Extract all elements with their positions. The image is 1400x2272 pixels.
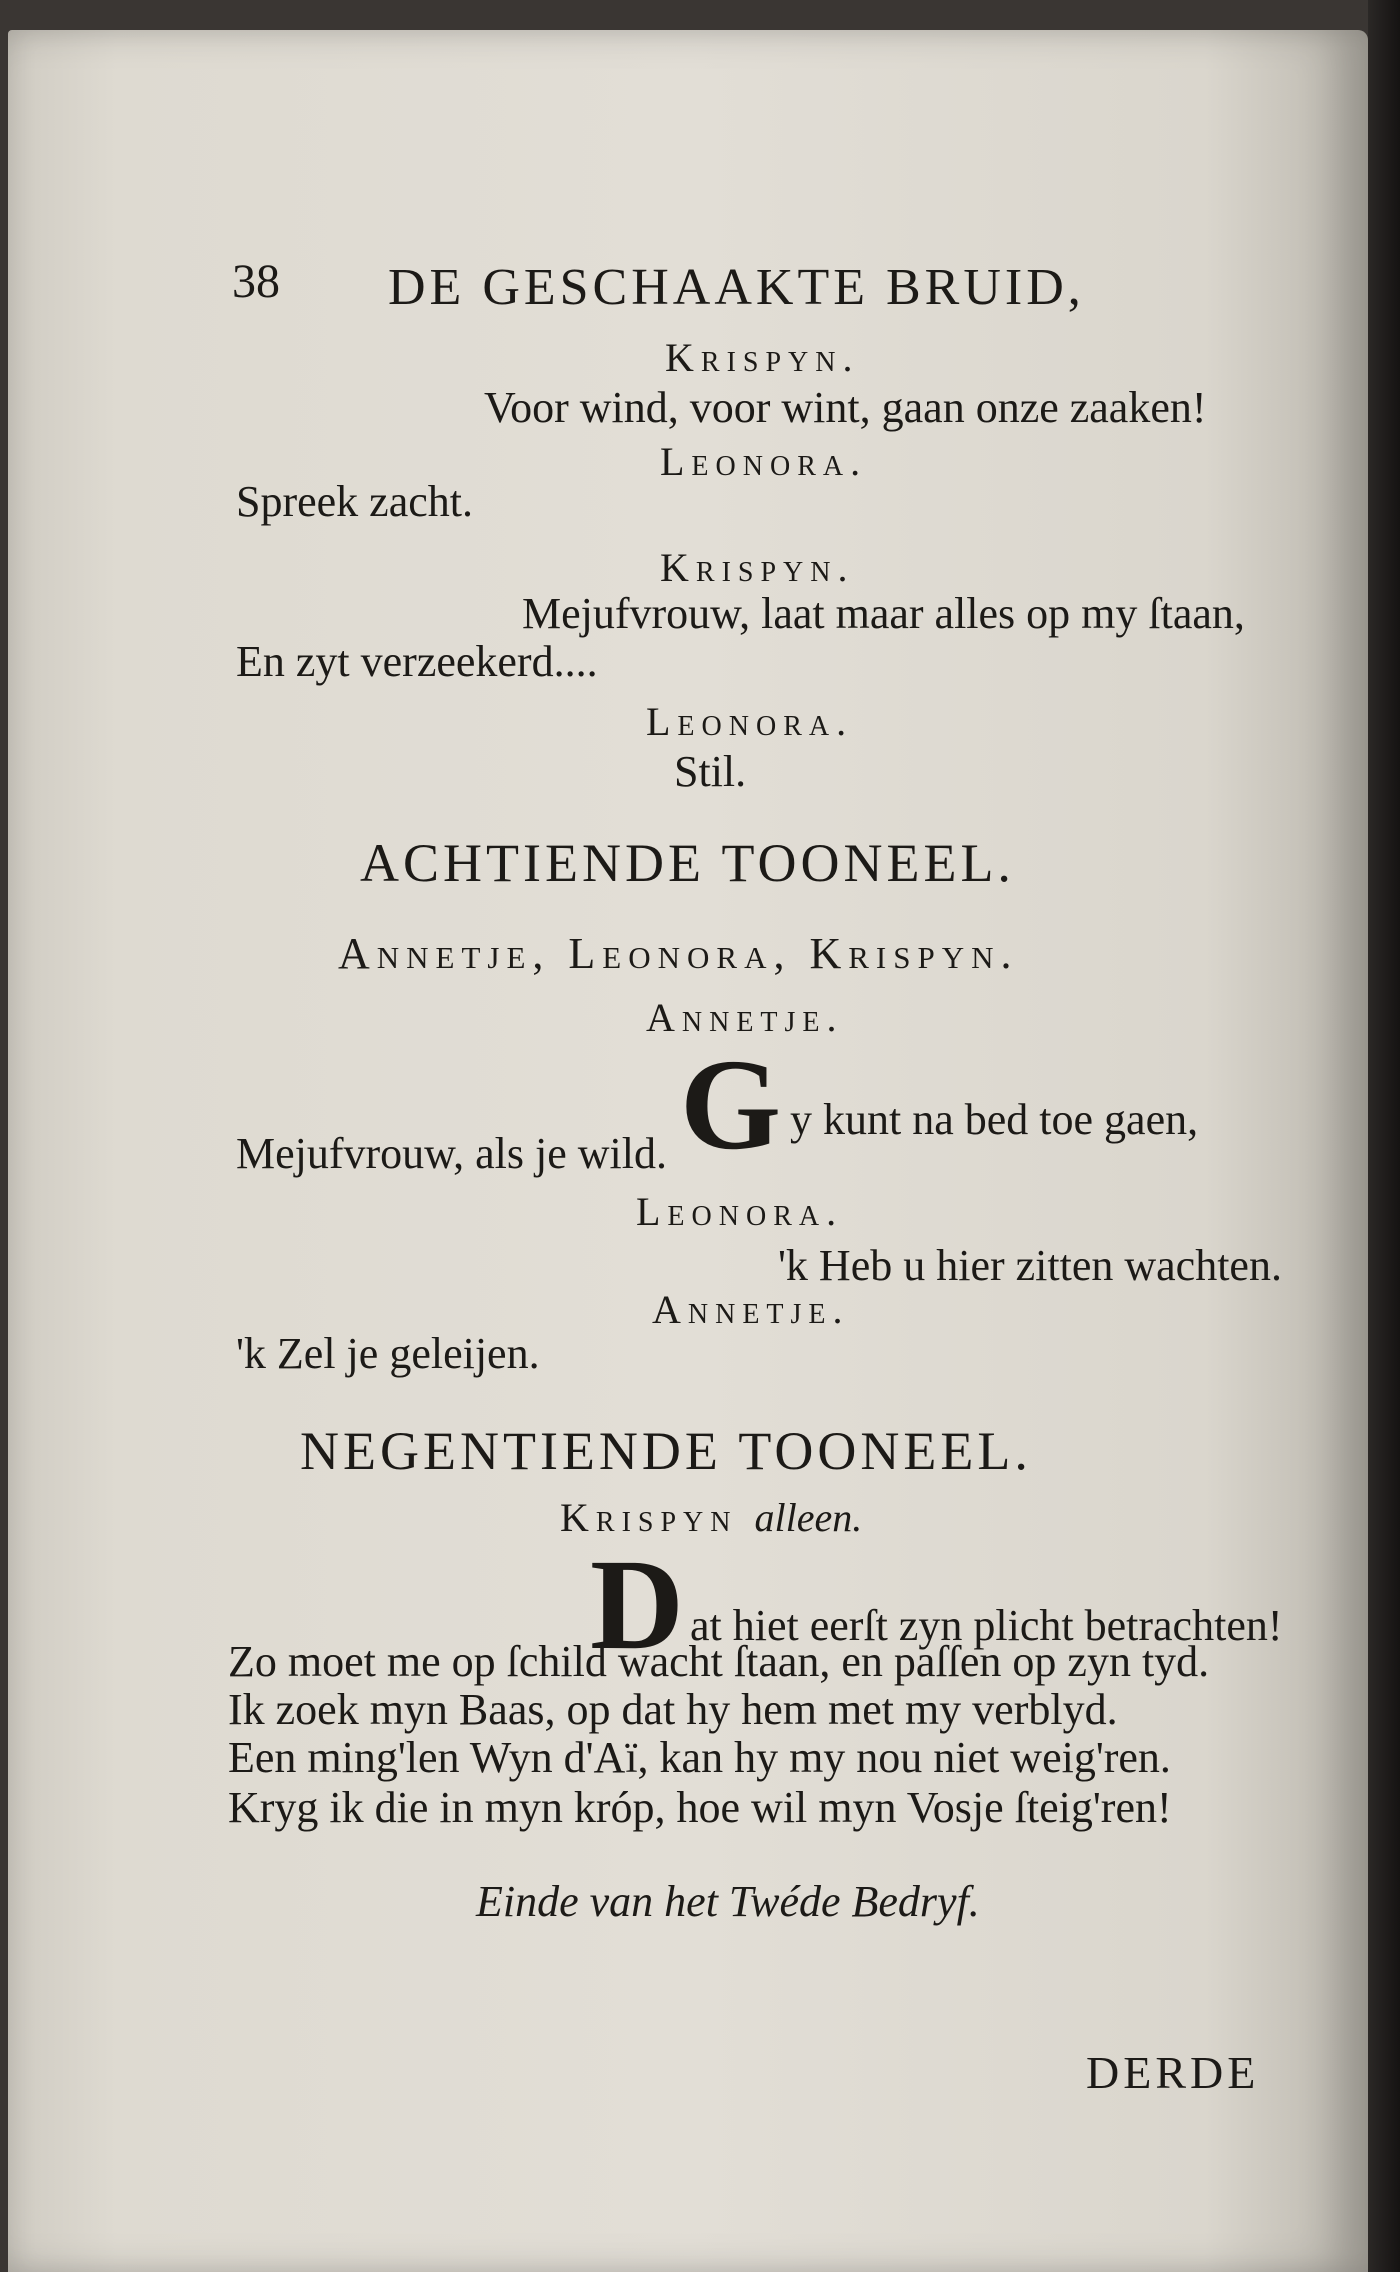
verse-line: Voor wind, voor wint, gaan onze zaaken!: [484, 383, 1207, 432]
speaker-name: Krispyn.: [665, 335, 860, 380]
verse-line: Mejufvrouw, als je wild.: [236, 1129, 667, 1178]
verse-line: Een ming'len Wyn d'Aï, kan hy my nou niet weig'ren.: [228, 1733, 1171, 1782]
speaker-name: Leonora.: [646, 699, 854, 744]
verse-line: Mejufvrouw, laat maar alles op my ſtaan,: [522, 589, 1245, 638]
verse-line: Stil.: [674, 747, 747, 796]
scene-title: ACHTIENDE TOONEEL.: [360, 833, 1015, 893]
book-spine: [1368, 0, 1400, 2272]
act-ending: Einde van het Twéde Bedryf.: [476, 1877, 980, 1926]
speaker-name: Krispyn.: [660, 545, 855, 590]
scene-cast: Annetje, Leonora, Krispyn.: [338, 929, 1019, 978]
verse-line: 'k Heb u hier zitten wachten.: [778, 1241, 1282, 1290]
cast-name: Krispyn: [560, 1495, 738, 1540]
verse-line: 'k Zel je geleijen.: [236, 1329, 540, 1378]
verse-line: Spreek zacht.: [236, 477, 473, 526]
page-number: 38: [232, 255, 280, 308]
scene-cast: [560, 1495, 863, 1540]
verse-line: Kryg ik die in myn króp, hoe wil myn Vosje ſteig'ren!: [228, 1783, 1172, 1832]
verse-line: Ik zoek myn Baas, op dat hy hem met my verblyd.: [228, 1685, 1118, 1734]
speaker-name: Annetje.: [652, 1287, 850, 1332]
running-title: DE GESCHAAKTE BRUID,: [388, 259, 1085, 316]
drop-capital: D: [590, 1533, 684, 1677]
verse-line: Zo moet me op ſchild wacht ſtaan, en paſſen op zyn tyd.: [228, 1637, 1210, 1686]
speaker-name: Leonora.: [660, 439, 868, 484]
verse-line: at hiet eerſt zyn plicht betrachten!: [690, 1601, 1283, 1650]
scene-title: NEGENTIENDE TOONEEL.: [300, 1421, 1032, 1481]
catchword: DERDE: [1086, 2047, 1260, 2098]
speaker-name: Leonora.: [636, 1189, 844, 1234]
speaker-name: Annetje.: [646, 995, 844, 1040]
drop-capital: G: [680, 1033, 782, 1177]
cast-note: alleen.: [754, 1495, 863, 1540]
verse-line: y kunt na bed toe gaen,: [790, 1095, 1199, 1144]
verse-line: En zyt verzeekerd....: [236, 637, 598, 686]
